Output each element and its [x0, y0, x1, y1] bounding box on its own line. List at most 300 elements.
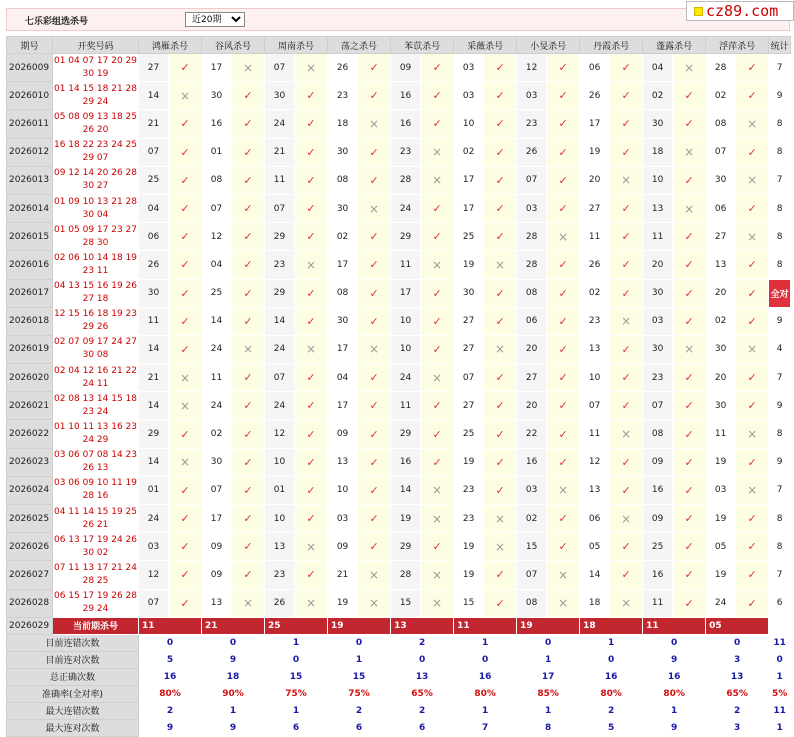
kill-number: 26 — [580, 82, 610, 110]
draw-numbers-line2: 28 30 — [82, 237, 109, 248]
check-icon: ✓ — [295, 223, 328, 251]
row-stat: 9 — [769, 307, 791, 335]
column-header: 小旻杀号 — [517, 37, 580, 54]
check-icon: ✓ — [295, 364, 328, 392]
kill-number: 07 — [265, 364, 295, 392]
draw-numbers-line2: 24 11 — [82, 378, 109, 389]
check-icon: ✓ — [673, 307, 706, 335]
draw-numbers — [53, 533, 139, 561]
column-header: 鸿雁杀号 — [139, 37, 202, 54]
kill-number: 20 — [706, 364, 736, 392]
stats-value: 80% — [454, 685, 517, 702]
kill-number: 23 — [265, 251, 295, 279]
cross-icon: × — [610, 420, 643, 448]
kill-number: 13 — [202, 589, 232, 617]
check-icon: ✓ — [610, 561, 643, 589]
kill-number: 04 — [139, 194, 169, 222]
kill-number: 07 — [706, 138, 736, 166]
check-icon: ✓ — [610, 82, 643, 110]
period-number: 2026025 — [7, 505, 53, 533]
check-icon: ✓ — [421, 392, 454, 420]
stats-value: 9 — [139, 719, 202, 736]
kill-number: 16 — [202, 110, 232, 138]
draw-numbers-line2: 23 24 — [82, 406, 109, 417]
check-icon: ✓ — [610, 476, 643, 504]
check-icon: ✓ — [736, 448, 769, 476]
stats-value: 90% — [202, 685, 265, 702]
kill-number: 13 — [580, 335, 610, 363]
kill-number: 13 — [328, 448, 358, 476]
kill-number: 23 — [454, 476, 484, 504]
stats-value: 1 — [265, 702, 328, 719]
check-icon: ✓ — [484, 166, 517, 194]
draw-numbers-line2: 30 02 — [82, 547, 109, 558]
table-row — [7, 364, 791, 392]
kill-number: 20 — [580, 166, 610, 194]
row-stat: 8 — [769, 505, 791, 533]
cross-icon: × — [610, 307, 643, 335]
table-row — [7, 533, 791, 561]
kill-number: 30 — [643, 110, 673, 138]
kill-number: 10 — [580, 364, 610, 392]
kill-number: 24 — [265, 110, 295, 138]
check-icon: ✓ — [673, 561, 706, 589]
stats-value: 16 — [139, 668, 202, 685]
check-icon: ✓ — [484, 110, 517, 138]
kill-number: 08 — [706, 110, 736, 138]
kill-number: 27 — [706, 223, 736, 251]
kill-number: 03 — [454, 54, 484, 82]
period-number: 2026013 — [7, 166, 53, 194]
kill-number: 11 — [643, 589, 673, 617]
check-icon: ✓ — [169, 505, 202, 533]
kill-number: 19 — [454, 251, 484, 279]
check-icon: ✓ — [358, 166, 391, 194]
check-icon: ✓ — [610, 194, 643, 222]
stats-value: 1 — [769, 668, 791, 685]
kill-number: 06 — [517, 307, 547, 335]
draw-numbers-line2: 30 27 — [82, 181, 109, 192]
kill-number: 23 — [580, 307, 610, 335]
check-icon: ✓ — [547, 392, 580, 420]
table-row — [7, 561, 791, 589]
check-icon: ✓ — [295, 561, 328, 589]
kill-number: 09 — [391, 54, 421, 82]
kill-number: 13 — [580, 476, 610, 504]
stats-value: 75% — [328, 685, 391, 702]
row-stat: 7 — [769, 476, 791, 504]
column-header: 谷风杀号 — [202, 37, 265, 54]
stats-value: 0 — [769, 651, 791, 668]
period-number: 2026014 — [7, 194, 53, 222]
kill-number: 26 — [265, 589, 295, 617]
draw-numbers — [53, 194, 139, 222]
stats-value: 6 — [328, 719, 391, 736]
stats-row — [7, 719, 791, 736]
check-icon: ✓ — [358, 82, 391, 110]
table-row — [7, 110, 791, 138]
kill-number: 17 — [391, 279, 421, 307]
column-header: 苯苡杀号 — [391, 37, 454, 54]
check-icon: ✓ — [610, 251, 643, 279]
check-icon: ✓ — [232, 138, 265, 166]
kill-number: 02 — [580, 279, 610, 307]
kill-number: 30 — [202, 448, 232, 476]
period-select[interactable] — [185, 12, 245, 27]
draw-numbers-line2: 30 04 — [82, 209, 109, 220]
table-row — [7, 505, 791, 533]
kill-number: 26 — [328, 54, 358, 82]
kill-number: 16 — [391, 82, 421, 110]
stats-value: 2 — [391, 634, 454, 651]
check-icon: ✓ — [169, 533, 202, 561]
stats-label: 目前连错次数 — [7, 634, 139, 651]
kill-number: 11 — [391, 392, 421, 420]
draw-numbers — [53, 279, 139, 307]
cross-icon: × — [421, 364, 454, 392]
current-kill-number: 11 — [454, 617, 517, 634]
kill-number: 19 — [328, 589, 358, 617]
stats-label: 总正确次数 — [7, 668, 139, 685]
kill-number: 28 — [391, 166, 421, 194]
check-icon: ✓ — [547, 335, 580, 363]
kill-number: 05 — [706, 533, 736, 561]
kill-number: 07 — [202, 194, 232, 222]
row-stat: 6 — [769, 589, 791, 617]
kill-number: 04 — [202, 251, 232, 279]
check-icon: ✓ — [295, 505, 328, 533]
kill-number: 12 — [517, 54, 547, 82]
kill-number: 19 — [454, 533, 484, 561]
check-icon: ✓ — [232, 110, 265, 138]
kill-number: 09 — [328, 420, 358, 448]
kill-number: 07 — [265, 54, 295, 82]
stats-value: 5% — [769, 685, 791, 702]
check-icon: ✓ — [421, 82, 454, 110]
stats-value: 1 — [454, 634, 517, 651]
row-stat: 8 — [769, 420, 791, 448]
check-icon: ✓ — [169, 194, 202, 222]
current-kill-number: 11 — [139, 617, 202, 634]
kill-number: 18 — [580, 589, 610, 617]
kill-number: 19 — [580, 138, 610, 166]
kill-number: 11 — [391, 251, 421, 279]
kill-number: 23 — [328, 82, 358, 110]
stats-value: 1 — [769, 719, 791, 736]
current-kill-number: 05 — [706, 617, 769, 634]
check-icon: ✓ — [547, 420, 580, 448]
stats-value: 0 — [643, 634, 706, 651]
check-icon: ✓ — [610, 223, 643, 251]
cross-icon: × — [610, 589, 643, 617]
stats-value: 1 — [454, 702, 517, 719]
row-stat: 9 — [769, 392, 791, 420]
kill-number: 27 — [454, 335, 484, 363]
kill-number: 01 — [139, 476, 169, 504]
kill-number: 17 — [202, 54, 232, 82]
kill-number: 10 — [643, 166, 673, 194]
cross-icon: × — [736, 420, 769, 448]
kill-number: 09 — [328, 533, 358, 561]
draw-numbers — [53, 476, 139, 504]
kill-number: 16 — [643, 476, 673, 504]
cross-icon: × — [421, 505, 454, 533]
cross-icon: × — [295, 589, 328, 617]
row-stat: 9 — [769, 82, 791, 110]
draw-numbers — [53, 420, 139, 448]
table-row — [7, 392, 791, 420]
stats-value: 1 — [643, 702, 706, 719]
cross-icon: × — [358, 561, 391, 589]
check-icon: ✓ — [673, 505, 706, 533]
check-icon: ✓ — [736, 364, 769, 392]
check-icon: ✓ — [232, 561, 265, 589]
kill-number: 02 — [517, 505, 547, 533]
kill-number: 16 — [391, 110, 421, 138]
check-icon: ✓ — [736, 54, 769, 82]
table-row — [7, 307, 791, 335]
kill-number: 21 — [265, 138, 295, 166]
cross-icon: × — [673, 194, 706, 222]
cross-icon: × — [484, 505, 517, 533]
cross-icon: × — [358, 194, 391, 222]
stats-value: 1 — [517, 651, 580, 668]
kill-number: 10 — [328, 476, 358, 504]
check-icon: ✓ — [673, 589, 706, 617]
kill-number: 07 — [517, 166, 547, 194]
check-icon: ✓ — [736, 82, 769, 110]
stats-value: 9 — [643, 719, 706, 736]
check-icon: ✓ — [547, 194, 580, 222]
draw-numbers — [53, 54, 139, 82]
check-icon: ✓ — [169, 279, 202, 307]
cross-icon: × — [421, 589, 454, 617]
stats-value: 2 — [706, 702, 769, 719]
kill-number: 13 — [643, 194, 673, 222]
stats-label: 目前连对次数 — [7, 651, 139, 668]
check-icon: ✓ — [358, 448, 391, 476]
current-kill-number: 19 — [517, 617, 580, 634]
kill-number: 29 — [139, 420, 169, 448]
draw-numbers-line1: 04 11 14 15 19 25 — [53, 506, 138, 517]
title-bar — [6, 8, 790, 31]
check-icon: ✓ — [232, 505, 265, 533]
stats-value: 0 — [706, 634, 769, 651]
check-icon: ✓ — [673, 110, 706, 138]
current-kill-number: 13 — [391, 617, 454, 634]
check-icon: ✓ — [484, 223, 517, 251]
stats-value: 5 — [139, 651, 202, 668]
kill-number: 14 — [391, 476, 421, 504]
kill-number: 02 — [454, 138, 484, 166]
site-logo[interactable] — [686, 1, 794, 21]
check-icon: ✓ — [421, 110, 454, 138]
check-icon: ✓ — [232, 448, 265, 476]
stats-value: 9 — [202, 651, 265, 668]
check-icon: ✓ — [169, 420, 202, 448]
current-kill-number: 21 — [202, 617, 265, 634]
row-stat: 8 — [769, 533, 791, 561]
check-icon: ✓ — [673, 533, 706, 561]
kill-number: 11 — [706, 420, 736, 448]
check-icon: ✓ — [421, 223, 454, 251]
draw-numbers-line1: 02 06 10 14 18 19 — [53, 252, 138, 263]
stats-value: 9 — [643, 651, 706, 668]
cross-icon: × — [358, 335, 391, 363]
page-title: 七乐彩组选杀号 — [25, 17, 89, 27]
check-icon: ✓ — [232, 251, 265, 279]
check-icon: ✓ — [736, 251, 769, 279]
kill-number: 15 — [391, 589, 421, 617]
kill-number: 03 — [328, 505, 358, 533]
table-row — [7, 476, 791, 504]
kill-number: 27 — [454, 392, 484, 420]
stats-value: 1 — [202, 702, 265, 719]
check-icon: ✓ — [295, 448, 328, 476]
draw-numbers-line1: 06 13 17 19 24 26 — [53, 534, 138, 545]
kill-number: 11 — [139, 307, 169, 335]
check-icon: ✓ — [547, 82, 580, 110]
kill-number: 08 — [328, 166, 358, 194]
stats-value: 80% — [139, 685, 202, 702]
kill-number: 13 — [706, 251, 736, 279]
kill-number: 17 — [202, 505, 232, 533]
check-icon: ✓ — [610, 448, 643, 476]
check-icon: ✓ — [169, 223, 202, 251]
draw-numbers — [53, 138, 139, 166]
check-icon: ✓ — [421, 194, 454, 222]
check-icon: ✓ — [295, 420, 328, 448]
cross-icon: × — [736, 476, 769, 504]
period-number: 2026029 — [7, 617, 53, 634]
draw-numbers-line2: 26 21 — [82, 519, 109, 530]
table-row — [7, 251, 791, 279]
kill-number: 21 — [328, 561, 358, 589]
kill-number: 03 — [454, 82, 484, 110]
kill-number: 11 — [580, 420, 610, 448]
check-icon: ✓ — [169, 251, 202, 279]
column-header: 期号 — [7, 37, 53, 54]
cross-icon: × — [421, 476, 454, 504]
check-icon: ✓ — [169, 138, 202, 166]
cross-icon: × — [547, 476, 580, 504]
stats-value: 80% — [643, 685, 706, 702]
check-icon: ✓ — [547, 533, 580, 561]
draw-numbers-line1: 16 18 22 23 24 25 — [53, 140, 138, 151]
draw-numbers-line1: 02 07 09 17 24 27 — [53, 337, 138, 348]
check-icon: ✓ — [547, 110, 580, 138]
draw-numbers-line2: 29 24 — [82, 604, 109, 615]
kill-number: 15 — [517, 533, 547, 561]
column-header: 丹霞杀号 — [580, 37, 643, 54]
cross-icon: × — [673, 335, 706, 363]
cross-icon: × — [484, 335, 517, 363]
check-icon: ✓ — [358, 54, 391, 82]
check-icon: ✓ — [169, 166, 202, 194]
kill-number: 19 — [454, 561, 484, 589]
check-icon: ✓ — [547, 138, 580, 166]
table-row — [7, 448, 791, 476]
kill-number: 24 — [706, 589, 736, 617]
stats-value: 0 — [202, 634, 265, 651]
check-icon: ✓ — [295, 194, 328, 222]
check-icon: ✓ — [358, 420, 391, 448]
check-icon: ✓ — [673, 420, 706, 448]
check-icon: ✓ — [169, 54, 202, 82]
kill-number: 18 — [643, 138, 673, 166]
kill-number: 19 — [391, 505, 421, 533]
kill-number: 25 — [202, 279, 232, 307]
stats-value: 11 — [769, 702, 791, 719]
kill-number: 02 — [328, 223, 358, 251]
kill-number: 21 — [139, 110, 169, 138]
column-header: 浮萍杀号 — [706, 37, 769, 54]
table-row — [7, 54, 791, 82]
check-icon: ✓ — [484, 307, 517, 335]
stats-value: 2 — [580, 702, 643, 719]
draw-numbers-line2: 27 18 — [82, 294, 109, 305]
check-icon: ✓ — [610, 335, 643, 363]
kill-number: 15 — [454, 589, 484, 617]
draw-numbers — [53, 561, 139, 589]
check-icon: ✓ — [232, 420, 265, 448]
column-header: 周南杀号 — [265, 37, 328, 54]
stats-value: 65% — [391, 685, 454, 702]
kill-number: 30 — [328, 307, 358, 335]
check-icon: ✓ — [169, 589, 202, 617]
row-stat: 8 — [769, 110, 791, 138]
cross-icon: × — [421, 251, 454, 279]
column-header: 采薇杀号 — [454, 37, 517, 54]
stats-value: 13 — [706, 668, 769, 685]
cross-icon: × — [673, 138, 706, 166]
cross-icon: × — [232, 54, 265, 82]
kill-number: 30 — [328, 194, 358, 222]
stats-value: 65% — [706, 685, 769, 702]
check-icon: ✓ — [736, 279, 769, 307]
cross-icon: × — [736, 166, 769, 194]
cross-icon: × — [295, 251, 328, 279]
kill-number: 07 — [454, 364, 484, 392]
kill-number: 30 — [265, 82, 295, 110]
draw-numbers-line2: 29 26 — [82, 322, 109, 333]
check-icon: ✓ — [421, 448, 454, 476]
kill-number: 25 — [139, 166, 169, 194]
kill-number-table — [6, 36, 791, 737]
check-icon: ✓ — [736, 561, 769, 589]
kill-number: 14 — [139, 448, 169, 476]
period-number: 2026019 — [7, 335, 53, 363]
kill-number: 23 — [517, 110, 547, 138]
kill-number: 24 — [202, 335, 232, 363]
kill-number: 24 — [265, 392, 295, 420]
draw-numbers-line2: 29 07 — [82, 153, 109, 164]
table-row — [7, 82, 791, 110]
kill-number: 30 — [202, 82, 232, 110]
check-icon: ✓ — [232, 194, 265, 222]
kill-number: 30 — [454, 279, 484, 307]
kill-number: 26 — [139, 251, 169, 279]
cross-icon: × — [358, 589, 391, 617]
kill-number: 04 — [643, 54, 673, 82]
draw-numbers-line2: 30 19 — [82, 68, 109, 79]
check-icon: ✓ — [547, 279, 580, 307]
check-icon: ✓ — [295, 476, 328, 504]
kill-number: 27 — [517, 364, 547, 392]
check-icon: ✓ — [484, 561, 517, 589]
logo-square-icon — [694, 7, 703, 16]
stats-value: 0 — [391, 651, 454, 668]
